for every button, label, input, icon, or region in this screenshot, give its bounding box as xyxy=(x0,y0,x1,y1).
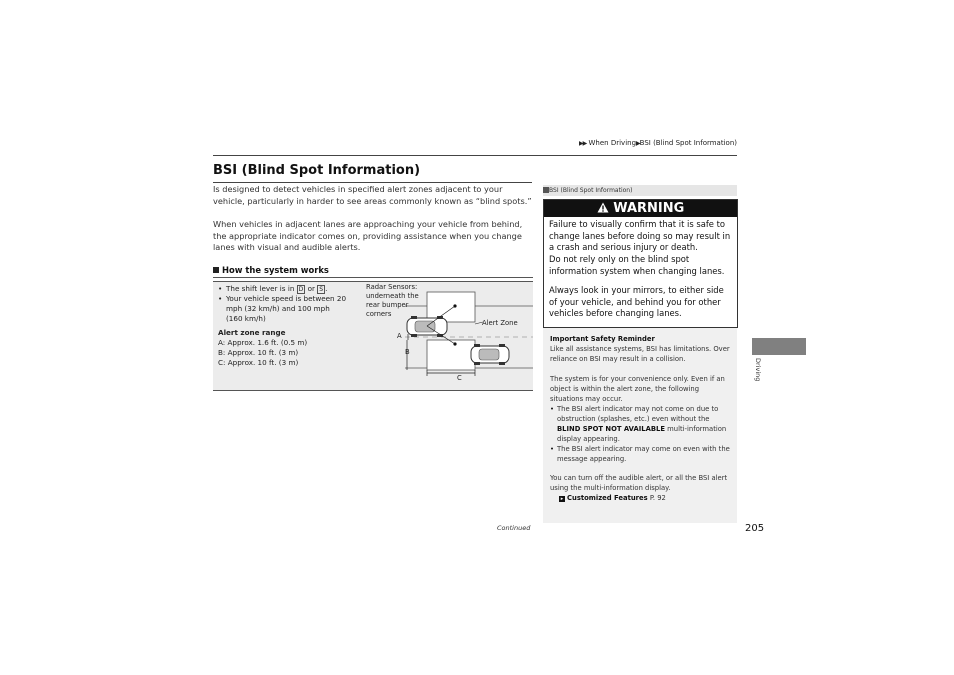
warning-header: WARNING xyxy=(544,200,737,217)
chapter-tab[interactable] xyxy=(752,338,806,355)
alert-zone-diagram xyxy=(365,282,533,388)
warning-text-2: Do not rely only on the blind spot information system when changing lanes. xyxy=(549,254,725,276)
box-top-rule xyxy=(213,277,533,278)
zone-b: B: Approx. 10 ft. (3 m) xyxy=(218,348,299,357)
intro-paragraph-1: Is designed to detect vehicles in specified alert zones adjacent to your vehicle, particularly in harder to see areas commonly known as “blind spots.” xyxy=(213,184,532,206)
safety-heading: Important Safety Reminder xyxy=(550,335,655,343)
title-rule xyxy=(213,182,532,183)
dimension-c-label: C xyxy=(457,374,462,382)
warning-text-3: Always look in your mirrors, to either side of your vehicle, and behind you for other vehicles before changing lanes. xyxy=(549,285,724,318)
radar-sensor-label: Radar Sensors: underneath the rear bumper corners xyxy=(366,283,419,318)
page-title: BSI (Blind Spot Information) xyxy=(213,163,421,178)
warning-triangle-icon xyxy=(597,202,609,213)
page-number: 205 xyxy=(745,523,765,534)
safety-text: Like all assistance systems, BSI has limitations. Over reliance on BSI may result in a collision. xyxy=(550,345,730,363)
sensor-dot-2 xyxy=(453,342,456,345)
approaching-car-icon xyxy=(471,344,509,365)
intro-paragraph-2: When vehicles in adjacent lanes are approaching your vehicle from behind, the appropriate indicator comes on, providing assistance when you change lanes with visual and audible alerts. xyxy=(213,219,523,252)
link-arrow-icon: ▸ xyxy=(560,496,564,502)
limitation-2: • The BSI alert indicator may come on even with the message appearing. xyxy=(557,444,732,464)
sensor-dot-1 xyxy=(453,304,456,307)
customized-features-link[interactable]: ▸ Customized Features P. 92 xyxy=(560,494,666,502)
breadcrumb-when-driving[interactable]: When Driving xyxy=(588,139,637,147)
alert-zone-label: Alert Zone xyxy=(482,319,518,327)
arrow-icon: ▶ xyxy=(636,140,640,147)
header-rule xyxy=(213,155,737,156)
gear-s-icon: S xyxy=(319,286,324,293)
alert-zone-title: Alert zone range xyxy=(218,328,286,337)
gear-d-icon: D xyxy=(298,286,304,293)
chapter-tab-label: Driving xyxy=(754,358,762,382)
own-car-icon xyxy=(407,316,447,337)
warning-text-1: Failure to visually confirm that it is safe to change lanes before doing so may result in a crash and serious injury or death. xyxy=(549,219,731,252)
dimension-b-label: B xyxy=(405,348,410,356)
condition-speed: • Your vehicle speed is between 20 mph (32 km/h) and 100 mph (160 km/h) xyxy=(226,294,348,324)
convenience-text: The system is for your convenience only. Even if an object is within the alert zone, the following situations may occur. xyxy=(550,375,725,403)
zone-a: A: Approx. 1.6 ft. (0.5 m) xyxy=(218,338,308,347)
breadcrumb xyxy=(579,139,737,147)
safety-reminder xyxy=(550,334,732,364)
sidebar-section-title: BSI (Blind Spot Information) xyxy=(543,185,737,196)
conditions-list xyxy=(218,284,348,368)
alert-zone-right xyxy=(427,340,475,370)
system-heading: How the system works xyxy=(213,265,329,275)
condition-shift-lever: • The shift lever is in D or S . xyxy=(226,284,348,294)
breadcrumb-bsi[interactable]: BSI (Blind Spot Information) xyxy=(639,139,737,147)
dimension-a-label: A xyxy=(397,332,402,340)
double-arrow-icon: ▶▶ xyxy=(579,140,587,147)
limitation-1: • The BSI alert indicator may not come on due to obstruction (splashes, etc.) even without the BLIND SPOT NOT AVAILABLE multi-information display appearing. xyxy=(557,404,732,444)
audible-text: You can turn off the audible alert, or all the BSI alert using the multi-information display. xyxy=(550,474,728,492)
limitations-list xyxy=(550,404,732,464)
continued-label: Continued xyxy=(497,524,531,532)
zone-c: C: Approx. 10 ft. (3 m) xyxy=(218,358,299,367)
square-bullet-icon xyxy=(213,267,219,273)
